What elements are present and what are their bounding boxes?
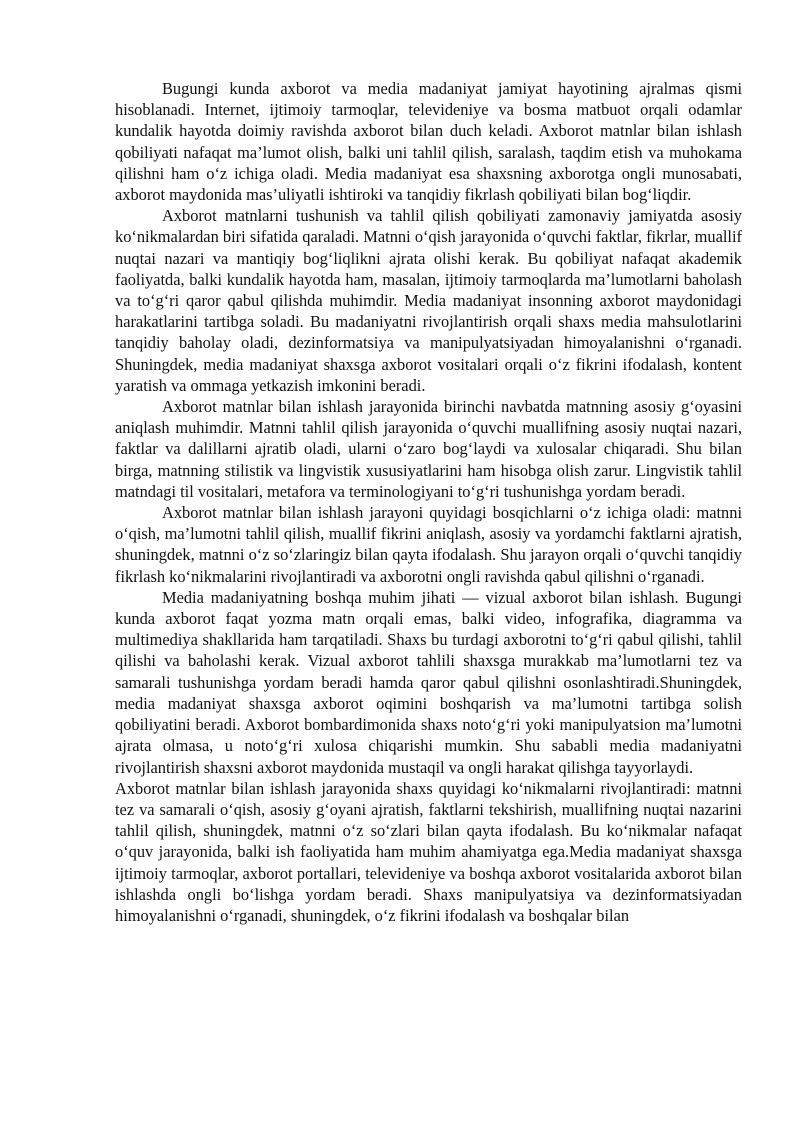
paragraph-skills: Axborot matnlar bilan ishlash jarayonida shaxs quyidagi ko‘nikmalarni rivojlantiradi: matnni tez va samarali o‘qish, asosiy g‘oyani ajratish, faktlarni tekshirish, muallifning nuqtai nazarini tahlil qilish, shuningdek, matnni o‘z so‘zlari bilan qayta ifodalash. Bu ko‘nikmalar nafaqat o‘quv jarayonida, balki ish faoliyatida ham muhim ahamiyatga ega.Media madaniyat shaxsga ijtimoiy tarmoqlar, axborot portallari, televideniye va boshqa axborot vositalarida axborot bilan ishlashda ongli bo‘lishga yordam beradi. Shaxs manipulyatsiya va dezinformatsiyadan himoyalanishni o‘rganadi, shuningdek, o‘z fikrini ifodalash va boshqalar bilan: [115, 778, 742, 925]
paragraph-intro: Bugungi kunda axborot va media madaniyat jamiyat hayotining ajralmas qismi hisoblanadi. Internet, ijtimoiy tarmoqlar, televideniye va bosma matbuot orqali odamlar kundalik hayotda doimiy ravishda axborot bilan duch keladi. Axborot matnlar bilan ishlash qobiliyati nafaqat ma’lumot olish, balki uni tahlil qilish, saralash, taqdim etish va muhokama qilishni ham o‘z ichiga oladi. Media madaniyat esa shaxsning axborotga ongli munosabati, axborot maydonida mas’uliyatli ishtiroki va tanqidiy fikrlash qobiliyati bilan bog‘liqdir.: [115, 79, 742, 205]
paragraph-stages: Axborot matnlar bilan ishlash jarayoni quyidagi bosqichlarni o‘z ichiga oladi: matnni o‘qish, ma’lumotni tahlil qilish, muallif fikrini aniqlash, asosiy va yordamchi faktlarni ajratish, shuningdek, matnni o‘z so‘zlaringiz bilan qayta ifodalash. Shu jarayon orqali o‘quvchi tanqidiy fikrlash ko‘nikmalarini rivojlantiradi va axborotni ongli ravishda qabul qilishni o‘rganadi.: [115, 503, 742, 586]
paragraph-text-analysis: Axborot matnlarni tushunish va tahlil qilish qobiliyati zamonaviy jamiyatda asosiy ko‘nikmalardan biri sifatida qaraladi. Matnni o‘qish jarayonida o‘quvchi faktlar, fikrlar, muallif nuqtai nazari va mantiqiy bog‘liqlikni ajrata olishi kerak. Bu qobiliyat nafaqat akademik faoliyatda, balki kundalik hayotda ham, masalan, ijtimoiy tarmoqlarda ma’lumotlarni baholash va to‘g‘ri qaror qabul qilishda muhimdir. Media madaniyat insonning axborot maydonidagi harakatlarini tartibga soladi. Bu madaniyatni rivojlantirish orqali shaxs media mahsulotlarini tanqidiy baholay oladi, dezinformatsiya va manipulyatsiyadan himoyalanishni o‘rganadi. Shuningdek, media madaniyat shaxsga axborot vositalari orqali o‘z fikrini ifodalash, kontent yaratish va ommaga yetkazish imkonini beradi.: [115, 206, 742, 395]
paragraph-main-idea: Axborot matnlar bilan ishlash jarayonida birinchi navbatda matnning asosiy g‘oyasini aniqlash muhimdir. Matnni tahlil qilish jarayonida o‘quvchi muallifning asosiy nuqtai nazari, faktlar va dalillarni ajratib oladi, ularni o‘zaro bog‘laydi va xulosalar chiqaradi. Shu bilan birga, matnning stilistik va lingvistik xususiyatlarini ham hisobga olish zarur. Lingvistik tahlil matndagi til vositalari, metafora va terminologiyani to‘g‘ri tushunishga yordam beradi.: [115, 397, 742, 501]
paragraph-visual-info: Media madaniyatning boshqa muhim jihati — vizual axborot bilan ishlash. Bugungi kunda axborot faqat yozma matn orqali emas, balki video, infografika, diagramma va multimediya shakllarida ham tarqatiladi. Shaxs bu turdagi axborotni to‘g‘ri qabul qilishi, tahlil qilishi va baholashi kerak. Vizual axborot tahlili shaxsga murakkab ma’lumotlarni tez va samarali tushunishga yordam beradi hamda qaror qabul qilishni osonlashtiradi.Shuningdek, media madaniyat shaxsga axborot oqimini boshqarish va ma’lumotni tartibga solish qobiliyatini beradi. Axborot bombardimonida shaxs noto‘g‘ri yoki manipulyatsion ma’lumotni ajrata olmasa, u noto‘g‘ri xulosa chiqarishi mumkin. Shu sababli media madaniyatni rivojlantirish shaxsni axborot maydonida mustaqil va ongli harakat qilishga tayyorlaydi.: [115, 587, 742, 777]
document-page: [115, 78, 742, 926]
